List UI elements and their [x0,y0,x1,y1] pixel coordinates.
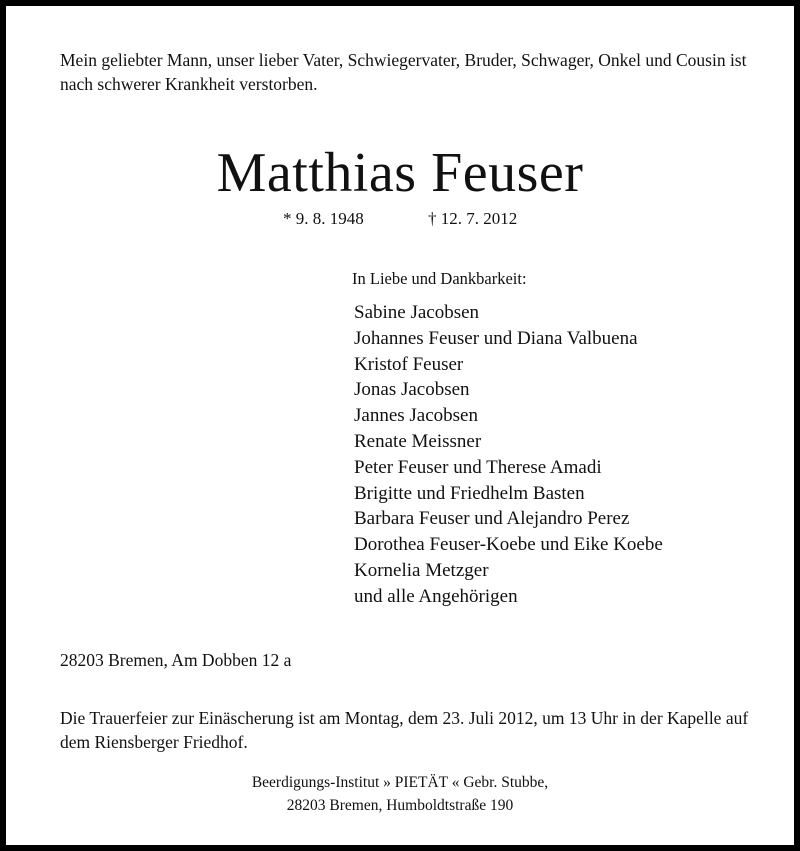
mourner-item: Renate Meissner [354,430,482,452]
mourner-item: und alle Angehörigen [354,585,518,607]
intro-text: Mein geliebter Mann, unser lieber Vater, Schwiegervater, Bruder, Schwager, Onkel und Cousin ist nach schwerer Krankheit verstorben. [60,50,747,94]
mourner-item: Kornelia Metzger [354,559,489,581]
birth-date: * 9. 8. 1948 [283,209,364,228]
mourner-item: Johannes Feuser und Diana Valbuena [354,327,638,349]
death-date: † 12. 7. 2012 [428,209,518,228]
mourner-item: Barbara Feuser und Alejandro Perez [354,508,630,530]
mourner-item: Brigitte und Friedhelm Basten [354,482,585,504]
mourner-item: Dorothea Feuser-Koebe und Eike Koebe [354,534,663,556]
mourner-item: Jannes Jacobsen [354,405,478,427]
undertaker-info [6,771,794,817]
ceremony-info: Die Trauerfeier zur Einäscherung ist am Montag, dem 23. Juli 2012, um 13 Uhr in der Kapelle auf dem Riensberger Friedhof. [60,708,749,752]
mourners-list [354,300,663,610]
deceased-name: Matthias Feuser [216,142,584,204]
mourner-item: Sabine Jacobsen [354,302,480,323]
undertaker-name: Beerdigungs-Institut » PIETÄT « Gebr. Stubbe, [251,774,549,791]
mourner-item: Peter Feuser und Therese Amadi [354,456,602,478]
mourner-item: Kristof Feuser [354,353,464,375]
mourner-item: Jonas Jacobsen [354,379,470,401]
family-address: 28203 Bremen, Am Dobben 12 a [60,650,292,670]
undertaker-address: 28203 Bremen, Humboldtstraße 190 [286,797,514,814]
thanks-heading: In Liebe und Dankbarkeit: [352,269,527,288]
